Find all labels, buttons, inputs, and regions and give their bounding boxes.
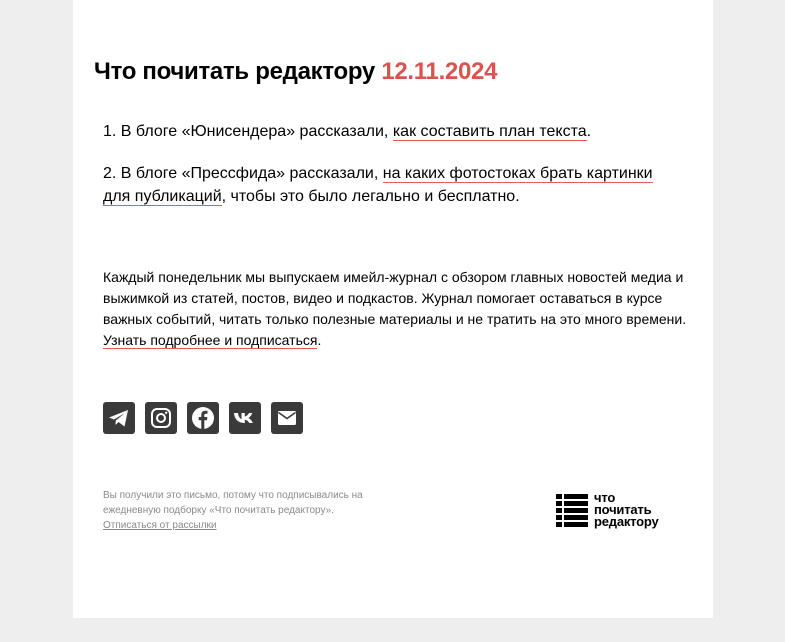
logo-line-3: редактору <box>594 514 659 529</box>
email-button[interactable] <box>271 402 303 434</box>
logo-line-2: почитать <box>594 502 652 517</box>
list-item <box>103 120 673 143</box>
facebook-icon <box>190 405 216 431</box>
telegram-icon <box>107 406 131 430</box>
subscribe-link[interactable]: Узнать подробнее и подписаться <box>103 332 318 348</box>
item-text: 1. В блоге «Юнисендера» рассказали, <box>103 123 393 140</box>
title-text: Что почитать редактору <box>94 58 375 85</box>
description-end: . <box>317 332 322 348</box>
issue-date: 12.11.2024 <box>381 58 498 85</box>
newsletter-description <box>103 267 688 351</box>
item-text: 2. В блоге «Прессфида» рассказали, <box>103 165 383 182</box>
description-text: Каждый понедельник мы выпускаем имейл-журнал с обзором главных новостей медиа и выжимкой из статей, постов, видео и подкастов. Журнал помогает оставаться в курсе важных событий, читать только полезные материалы и не тратить на это много времени. <box>103 269 687 327</box>
item-text-after: . <box>586 123 592 140</box>
page-title <box>94 58 497 86</box>
logo-line-1: что <box>594 490 616 505</box>
telegram-button[interactable] <box>103 402 135 434</box>
footer-notice <box>103 488 403 533</box>
item-text-after: , чтобы это было легально и бесплатно. <box>221 188 520 205</box>
footer-text: Вы получили это письмо, потому что подписывались на ежедневную подборку «Что почитать редактору». <box>103 490 363 516</box>
email-card <box>73 0 713 618</box>
item-link[interactable]: на каких фотостоках брать картинки для публикаций <box>103 165 653 205</box>
facebook-button[interactable] <box>187 402 219 434</box>
email-icon <box>275 406 299 430</box>
item-link[interactable]: как составить план текста <box>392 123 587 140</box>
vk-icon <box>232 405 258 431</box>
logo-wordmark <box>594 492 659 528</box>
social-links <box>103 402 303 434</box>
list-item <box>103 162 673 208</box>
unsubscribe-link[interactable]: Отписаться от рассылки <box>103 520 217 531</box>
vk-button[interactable] <box>229 402 261 434</box>
brand-logo <box>556 492 659 528</box>
instagram-icon <box>149 406 173 430</box>
logo-mark-icon <box>556 493 588 527</box>
instagram-button[interactable] <box>145 402 177 434</box>
